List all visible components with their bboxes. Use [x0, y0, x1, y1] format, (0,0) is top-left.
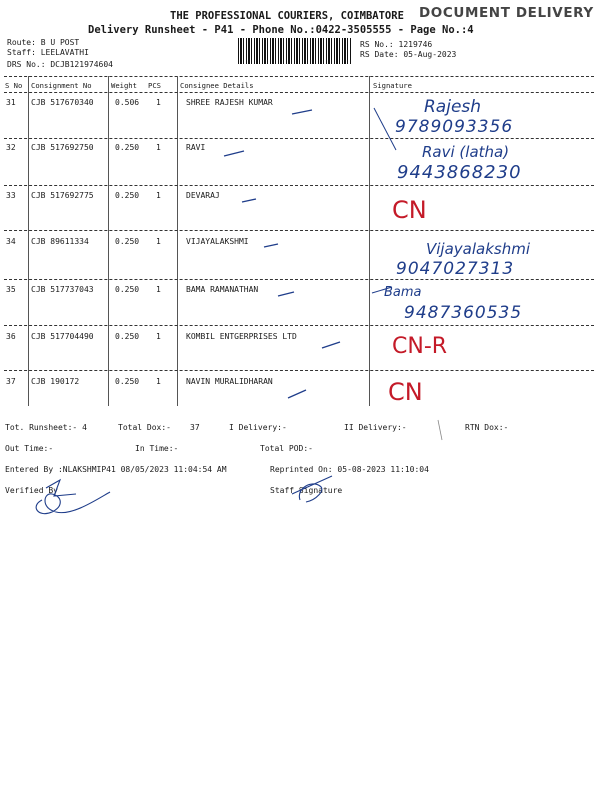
row-weight: 0.506	[115, 98, 140, 107]
row-consignee: SHREE RAJESH KUMAR	[186, 98, 273, 107]
route-label: Route: B U POST	[7, 38, 80, 47]
staff-signature: Staff Signature	[270, 486, 343, 495]
col-header-consignment: Consignment No	[31, 81, 92, 90]
row-signature-name: Vijayalakshmi	[426, 240, 531, 258]
row-consignment: CJB 517704490	[31, 332, 94, 341]
document-delivery-stamp: DOCUMENT DELIVERY	[419, 5, 594, 21]
row-weight: 0.250	[115, 191, 140, 200]
rtn-dox: RTN Dox:-	[465, 423, 509, 432]
ii-delivery: II Delivery:-	[344, 423, 407, 432]
col-header-signature: Signature	[373, 81, 412, 90]
row-consignment: CJB 517670340	[31, 98, 94, 107]
row-pcs: 1	[156, 285, 161, 294]
out-time: Out Time:-	[5, 444, 54, 453]
row-pcs: 1	[156, 377, 161, 386]
rs-number: RS No.: 1219746	[360, 40, 433, 49]
reprinted-on: Reprinted On: 05-08-2023 11:10:04	[270, 465, 429, 474]
rs-date: RS Date: 05-Aug-2023	[360, 50, 457, 59]
row-sno: 32	[6, 143, 16, 152]
row-sno: 31	[6, 98, 16, 107]
row-weight: 0.250	[115, 143, 140, 152]
company-name: THE PROFESSIONAL COURIERS, COIMBATORE	[170, 10, 404, 22]
in-time: In Time:-	[135, 444, 179, 453]
row-pcs: 1	[156, 237, 161, 246]
row-consignee: BAMA RAMANATHAN	[186, 285, 259, 294]
row-sno: 34	[6, 237, 16, 246]
row-consignment: CJB 89611334	[31, 237, 89, 246]
row-sno: 33	[6, 191, 16, 200]
row-pcs: 1	[156, 332, 161, 341]
col-header-consignee: Consignee Details	[180, 81, 254, 90]
row-signature-name: Bama	[384, 285, 422, 300]
col-header-weight: Weight	[111, 81, 137, 90]
row-signature-name: Ravi (latha)	[422, 143, 510, 161]
tot-runsheet: Tot. Runsheet:- 4	[5, 423, 87, 432]
row-consignee: DEVARAJ	[186, 191, 220, 200]
row-weight: 0.250	[115, 332, 140, 341]
col-header-sno: S No	[5, 81, 23, 90]
row-signature-phone: 9487360535	[404, 303, 523, 323]
runsheet-title: Delivery Runsheet - P41 - Phone No.:0422-3505555 - Page No.:4	[88, 24, 474, 36]
row-sno: 36	[6, 332, 16, 341]
i-delivery: I Delivery:-	[229, 423, 287, 432]
row-sno: 37	[6, 377, 16, 386]
staff-label: Staff: LEELAVATHI	[7, 48, 89, 57]
row-consignee: KOMBIL ENTGERPRISES LTD	[186, 332, 297, 341]
row-pcs: 1	[156, 191, 161, 200]
row-pcs: 1	[156, 98, 161, 107]
row-signature-name: CN-R	[392, 334, 448, 359]
entered-by: Entered By :NLAKSHMIP41 08/05/2023 11:04:54 AM	[5, 465, 227, 474]
drs-number: DRS No.: DCJB121974604	[7, 60, 113, 69]
total-pod: Total POD:-	[260, 444, 313, 453]
row-signature-name: CN	[392, 196, 427, 224]
row-consignment: CJB 190172	[31, 377, 80, 386]
row-consignee: NAVIN MURALIDHARAN	[186, 377, 273, 386]
row-consignee: RAVI	[186, 143, 206, 152]
row-signature-phone: 9047027313	[396, 259, 515, 279]
row-weight: 0.250	[115, 237, 140, 246]
row-consignment: CJB 517692775	[31, 191, 94, 200]
row-signature-phone: 9789093356	[395, 117, 514, 137]
row-weight: 0.250	[115, 285, 140, 294]
row-weight: 0.250	[115, 377, 140, 386]
row-pcs: 1	[156, 143, 161, 152]
row-signature-name: Rajesh	[424, 97, 482, 117]
row-sno: 35	[6, 285, 16, 294]
row-consignment: CJB 517692750	[31, 143, 94, 152]
col-header-pcs: PCS	[148, 81, 161, 90]
total-dox-value: 37	[190, 423, 200, 432]
row-signature-phone: 9443868230	[397, 162, 522, 183]
row-consignment: CJB 517737043	[31, 285, 94, 294]
verified-by: Verified By	[5, 486, 58, 495]
total-dox-label: Total Dox:-	[118, 423, 171, 432]
row-consignee: VIJAYALAKSHMI	[186, 237, 249, 246]
row-signature-name: CN	[388, 378, 423, 406]
